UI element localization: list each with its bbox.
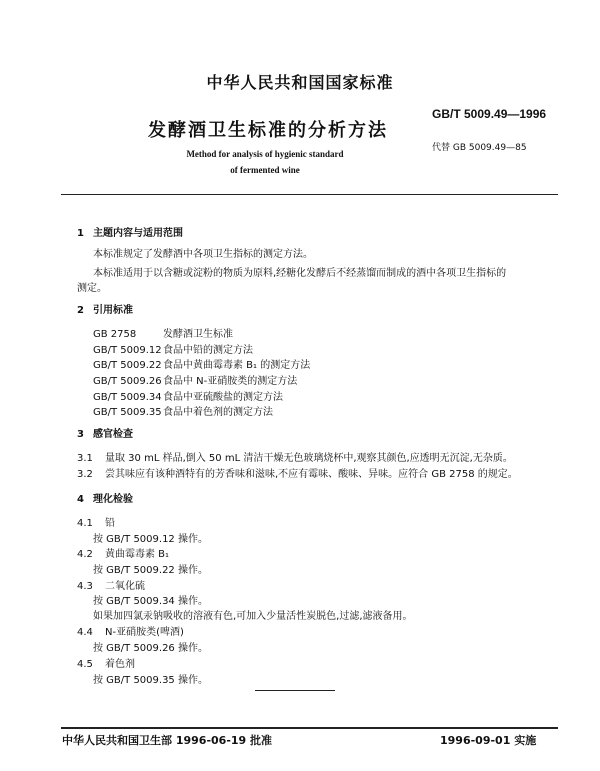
reference-item: [93, 388, 283, 403]
reference-item: [93, 325, 233, 340]
reference-item: [93, 341, 253, 356]
english-title-line1: Method for analysis of hygienic standard: [186, 149, 344, 159]
procedure-line: 按 GB/T 5009.34 操作。: [93, 596, 208, 607]
subsection-title: 着色剂: [105, 659, 135, 670]
reference-title: 发酵酒卫生标准: [163, 329, 233, 340]
subsection-title: 二氧化硫: [105, 581, 145, 592]
procedure-line: 按 GB/T 5009.35 操作。: [93, 675, 208, 686]
reference-item: [93, 372, 297, 387]
clause-text: 尝其味应有该种酒特有的芳香味和滋味,不应有霉味、酸味、异味。应符合 GB 2758 的规定。: [105, 469, 518, 480]
subsection-title: 黄曲霉毒素 B₁: [105, 549, 170, 560]
subsection-heading: [77, 577, 145, 592]
subsection-number: 4.1: [77, 518, 93, 529]
subsection-heading: [77, 514, 115, 529]
reference-title: 食品中亚硫酸盐的测定方法: [163, 392, 283, 403]
reference-code: GB/T 5009.35: [93, 407, 162, 418]
procedure-line: 按 GB/T 5009.12 操作。: [93, 534, 208, 545]
section-4-heading: [77, 490, 133, 505]
reference-code: GB 2758: [93, 329, 137, 340]
reference-title: 食品中着色剂的测定方法: [163, 407, 273, 418]
paragraph: 本标准规定了发酵酒中各项卫生指标的测定方法。: [93, 249, 313, 260]
subsection-number: 4.3: [77, 581, 93, 592]
implementation-date: 1996-09-01 实施: [440, 734, 537, 747]
section-3-heading: [77, 425, 133, 440]
end-mark-rule: [255, 690, 335, 691]
subsection-number: 4.2: [77, 549, 93, 560]
subsection-heading: [77, 655, 135, 670]
paragraph: 本标准适用于以含糖或淀粉的物质为原料,经糖化发酵后不经蒸馏而制成的酒中各项卫生指标的: [93, 268, 507, 279]
subsection-number: 4.5: [77, 659, 93, 670]
procedure-line: 按 GB/T 5009.22 操作。: [93, 565, 208, 576]
paragraph: 测定。: [77, 283, 107, 294]
english-title-line2: of fermented wine: [230, 165, 300, 175]
section-title: 理化检验: [93, 494, 133, 505]
clause-text: 量取 30 mL 样品,倒入 50 mL 清洁干燥无色玻璃烧杯中,观察其颜色,应透明无沉淀,无杂质。: [105, 453, 513, 464]
section-number: 4: [77, 494, 84, 505]
subsection-heading: [77, 623, 184, 638]
section-number: 3: [77, 429, 84, 440]
section-2-heading: [77, 301, 133, 316]
reference-title: 食品中铅的测定方法: [163, 345, 253, 356]
reference-item: [93, 356, 310, 371]
reference-item: [93, 403, 273, 418]
subsection-number: 4.4: [77, 627, 93, 638]
section-number: 1: [77, 228, 84, 239]
approval-note: 中华人民共和国卫生部 1996-06-19 批准: [62, 734, 273, 747]
reference-code: GB/T 5009.12: [93, 345, 162, 356]
clause-item: [77, 465, 518, 480]
english-title: [120, 146, 410, 178]
reference-code: GB/T 5009.26: [93, 376, 162, 387]
section-title: 引用标准: [93, 305, 133, 316]
section-title: 主题内容与适用范围: [93, 228, 183, 239]
replaces-note: 代替 GB 5009.49—85: [432, 143, 527, 153]
procedure-line: 按 GB/T 5009.26 操作。: [93, 643, 208, 654]
national-standard-title: 中华人民共和国国家标准: [206, 73, 394, 92]
section-number: 2: [77, 305, 84, 316]
header-divider: [61, 194, 558, 195]
procedure-line: 如果加四氯汞钠吸收的溶液有色,可加入少量活性炭脱色,过滤,滤液备用。: [93, 611, 413, 622]
clause-number: 3.1: [77, 453, 93, 464]
document-title: 发酵酒卫生标准的分析方法: [148, 120, 388, 141]
section-title: 感官检查: [93, 429, 133, 440]
reference-code: GB/T 5009.34: [93, 392, 162, 403]
clause-item: [77, 449, 513, 464]
reference-code: GB/T 5009.22: [93, 360, 162, 371]
reference-title: 食品中黄曲霉毒素 B₁ 的测定方法: [163, 360, 311, 371]
section-1-heading: [77, 224, 183, 239]
reference-title: 食品中 N-亚硝胺类的测定方法: [163, 376, 298, 387]
subsection-heading: [77, 545, 169, 560]
subsection-title: 铅: [105, 518, 115, 529]
clause-number: 3.2: [77, 469, 93, 480]
standard-code: GB/T 5009.49—1996: [432, 107, 547, 121]
footer-divider: [61, 727, 558, 729]
subsection-title: N-亚硝胺类(啤酒): [105, 627, 184, 638]
